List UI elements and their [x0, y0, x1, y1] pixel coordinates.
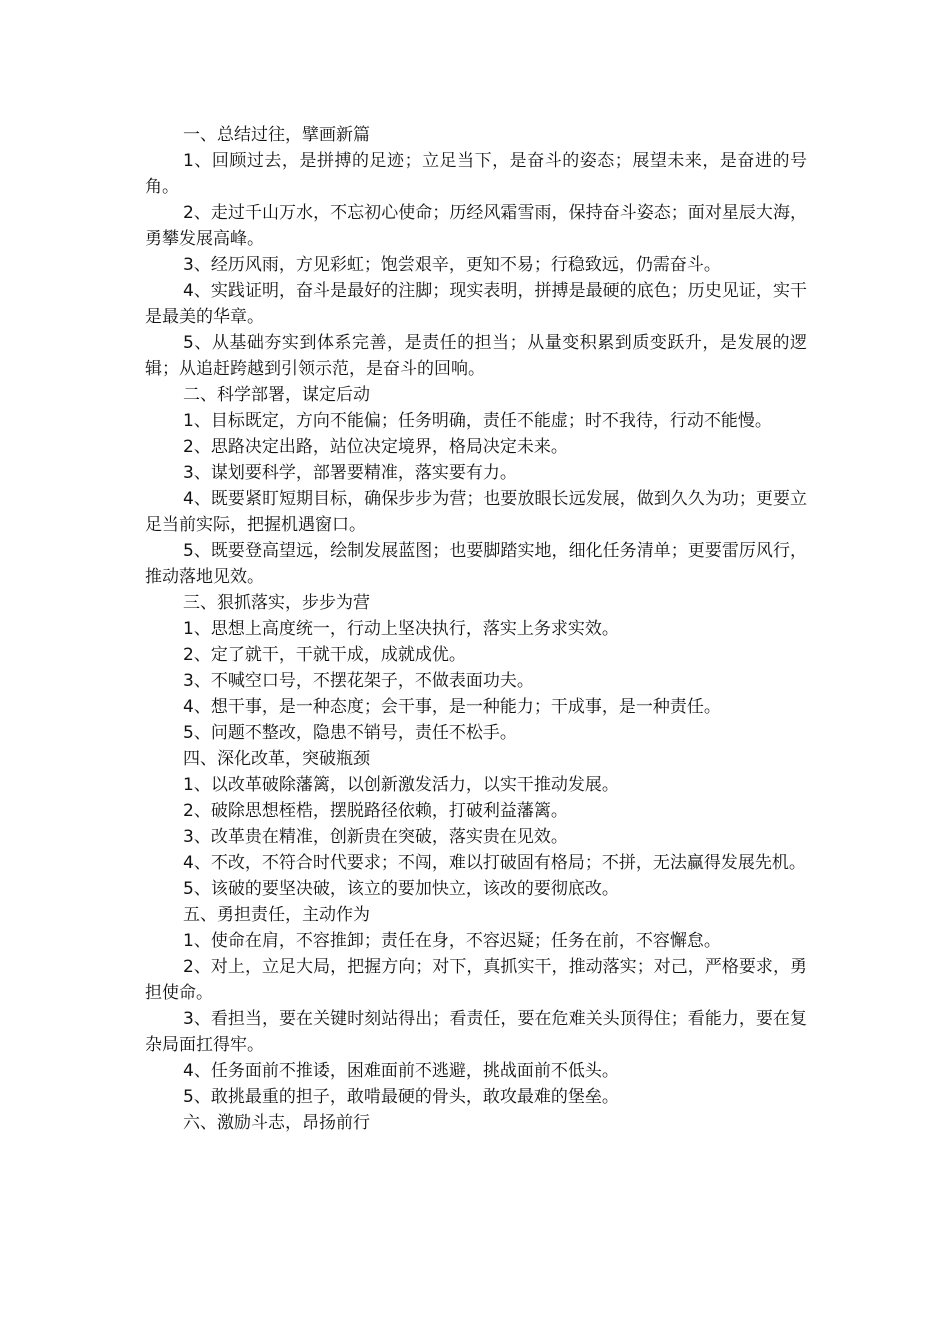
section-heading-4: 四、深化改革，突破瓶颈 [183, 749, 370, 769]
paragraph-5-5: 5、敢挑最重的担子，敢啃最硬的骨头，敢攻最难的堡垒。 [183, 1087, 619, 1107]
paragraph-4-1: 1、以改革破除藩篱，以创新激发活力，以实干推动发展。 [183, 775, 619, 795]
paragraph-5-1: 1、使命在肩，不容推卸；责任在身，不容迟疑；任务在前，不容懈怠。 [183, 931, 721, 951]
paragraph-1-2: 2、走过千山万水，不忘初心使命；历经风霜雪雨，保持奋斗姿态；面对星辰大海，勇攀发展高峰。 [145, 203, 807, 249]
paragraph-4-2: 2、破除思想桎梏，摆脱路径依赖，打破利益藩篱。 [183, 801, 568, 821]
section-heading-1: 一、总结过往，擘画新篇 [183, 125, 370, 145]
paragraph-1-4: 4、实践证明，奋斗是最好的注脚；现实表明，拼搏是最硬的底色；历史见证，实干是最美的华章。 [145, 281, 807, 327]
paragraph-5-2: 2、对上，立足大局，把握方向；对下，真抓实干，推动落实；对己，严格要求，勇担使命。 [145, 957, 807, 1003]
paragraph-2-1: 1、目标既定，方向不能偏；任务明确，责任不能虚；时不我待，行动不能慢。 [183, 411, 772, 431]
paragraph-4-3: 3、改革贵在精准，创新贵在突破，落实贵在见效。 [183, 827, 568, 847]
paragraph-5-3: 3、看担当，要在关键时刻站得出；看责任，要在危难关头顶得住；看能力，要在复杂局面扛得牢。 [145, 1009, 807, 1055]
paragraph-3-2: 2、定了就干，干就干成，成就成优。 [183, 645, 466, 665]
paragraph-3-1: 1、思想上高度统一，行动上坚决执行，落实上务求实效。 [183, 619, 619, 639]
paragraph-1-5: 5、从基础夯实到体系完善，是责任的担当；从量变积累到质变跃升，是发展的逻辑；从追赶跨越到引领示范，是奋斗的回响。 [145, 333, 807, 379]
paragraph-2-4: 4、既要紧盯短期目标，确保步步为营；也要放眼长远发展，做到久久为功；更要立足当前实际，把握机遇窗口。 [145, 489, 807, 535]
paragraph-1-1: 1、回顾过去，是拼搏的足迹；立足当下，是奋斗的姿态；展望未来，是奋进的号角。 [145, 151, 807, 197]
section-heading-2: 二、科学部署，谋定后动 [183, 385, 370, 405]
section-heading-5: 五、勇担责任，主动作为 [183, 905, 370, 925]
paragraph-2-2: 2、思路决定出路，站位决定境界，格局决定未来。 [183, 437, 568, 457]
paragraph-3-3: 3、不喊空口号，不摆花架子，不做表面功夫。 [183, 671, 534, 691]
paragraph-3-4: 4、想干事，是一种态度；会干事，是一种能力；干成事，是一种责任。 [183, 697, 721, 717]
section-heading-6: 六、激励斗志，昂扬前行 [183, 1113, 370, 1133]
paragraph-1-3: 3、经历风雨，方见彩虹；饱尝艰辛，更知不易；行稳致远，仍需奋斗。 [183, 255, 721, 275]
document-body [145, 122, 807, 1136]
section-heading-3: 三、狠抓落实，步步为营 [183, 593, 370, 613]
paragraph-2-3: 3、谋划要科学，部署要精准，落实要有力。 [183, 463, 517, 483]
paragraph-4-4: 4、不改，不符合时代要求；不闯，难以打破固有格局；不拼，无法赢得发展先机。 [183, 853, 806, 873]
paragraph-2-5: 5、既要登高望远，绘制发展蓝图；也要脚踏实地，细化任务清单；更要雷厉风行，推动落地见效。 [145, 541, 807, 587]
paragraph-5-4: 4、任务面前不推诿，困难面前不逃避，挑战面前不低头。 [183, 1061, 619, 1081]
paragraph-4-5: 5、该破的要坚决破，该立的要加快立，该改的要彻底改。 [183, 879, 619, 899]
paragraph-3-5: 5、问题不整改，隐患不销号，责任不松手。 [183, 723, 517, 743]
